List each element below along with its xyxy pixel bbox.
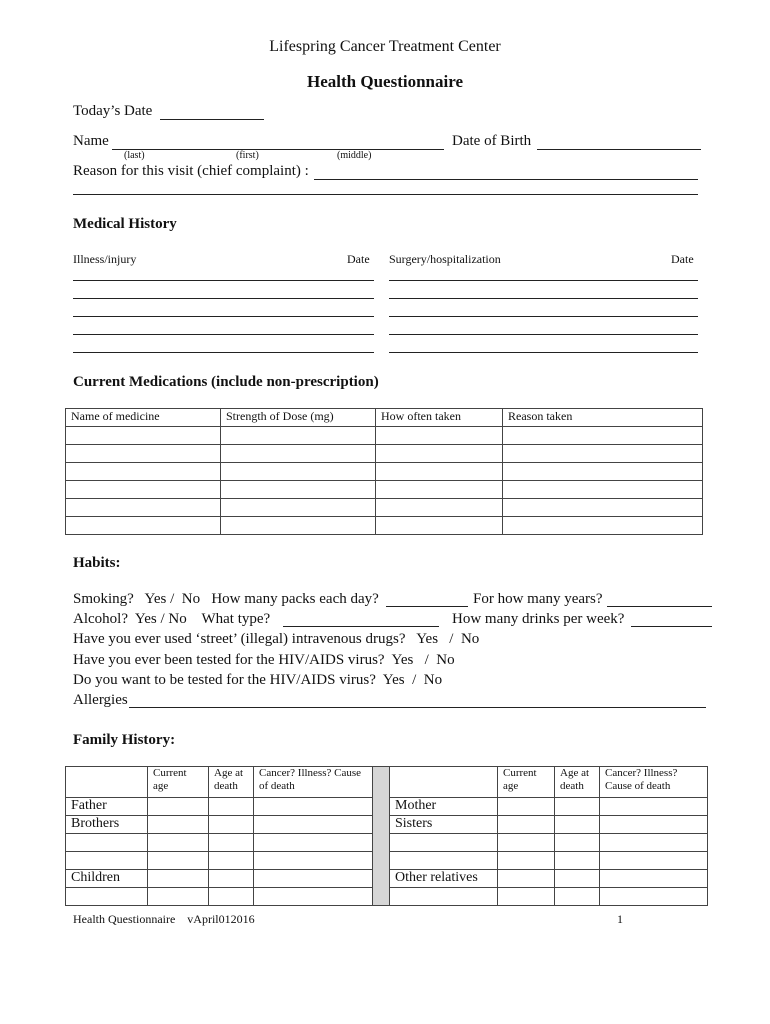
table-cell[interactable] (148, 798, 209, 816)
table-cell[interactable] (555, 834, 600, 852)
alcohol-question: Alcohol? Yes / No What type? (73, 611, 271, 627)
table-cell[interactable] (254, 870, 373, 888)
smoking-years-question: For how many years? (473, 591, 603, 607)
table-cell[interactable] (555, 798, 600, 816)
table-header-row (66, 409, 703, 427)
packs-per-day-field[interactable] (386, 606, 468, 607)
relative-label (390, 888, 498, 906)
col-current-age: Current age (148, 767, 209, 798)
table-cell[interactable] (209, 852, 254, 870)
surgery-date-label: Date (671, 252, 694, 266)
table-cell[interactable] (209, 798, 254, 816)
hiv-tested-question: Have you ever been tested for the HIV/AIDS virus? Yes / No (73, 652, 455, 668)
dob-label: Date of Birth (452, 133, 532, 149)
table-cell[interactable] (148, 834, 209, 852)
table-cell[interactable] (600, 852, 708, 870)
reason-field-line-1[interactable] (314, 179, 698, 180)
table-cell[interactable] (148, 870, 209, 888)
col-reason-taken: Reason taken (503, 409, 703, 427)
surgery-line[interactable] (389, 298, 698, 299)
col-name-of-medicine: Name of medicine (66, 409, 221, 427)
table-cell[interactable] (254, 798, 373, 816)
table-cell[interactable] (503, 481, 703, 499)
illness-line[interactable] (73, 334, 374, 335)
medications-table (65, 408, 703, 535)
medical-history-title: Medical History (73, 216, 177, 232)
smoking-years-field[interactable] (607, 606, 712, 607)
table-cell[interactable] (221, 517, 376, 535)
name-sub-middle: (middle) (337, 150, 372, 161)
col-age-at-death: Age at death (555, 767, 600, 798)
name-label: Name (73, 133, 109, 149)
table-cell[interactable] (555, 870, 600, 888)
table-cell[interactable] (66, 427, 221, 445)
table-cell[interactable] (148, 852, 209, 870)
surgery-label: Surgery/hospitalization (389, 252, 501, 266)
table-cell[interactable] (209, 870, 254, 888)
table-cell[interactable] (148, 888, 209, 906)
table-cell[interactable] (555, 888, 600, 906)
table-cell[interactable] (376, 463, 503, 481)
page-number: 1 (617, 912, 623, 926)
col-cancer-illness: Cancer? Illness? Cause of death (254, 767, 373, 798)
table-cell[interactable] (503, 499, 703, 517)
table-cell[interactable] (221, 499, 376, 517)
table-cell[interactable] (254, 888, 373, 906)
table-row (66, 463, 703, 481)
relative-label (66, 834, 148, 852)
relative-label (390, 852, 498, 870)
family-history-title: Family History: (73, 732, 176, 748)
family-history-table (65, 766, 708, 906)
relative-label (390, 834, 498, 852)
illness-label: Illness/injury (73, 252, 137, 266)
col-age-at-death: Age at death (209, 767, 254, 798)
table-cell[interactable] (600, 888, 708, 906)
table-cell[interactable] (498, 852, 555, 870)
hiv-want-question: Do you want to be tested for the HIV/AIDS virus? Yes / No (73, 672, 443, 688)
table-header-row (66, 767, 708, 798)
table-cell[interactable] (66, 445, 221, 463)
table-cell[interactable] (498, 816, 555, 834)
illness-line[interactable] (73, 316, 374, 317)
relative-label: Mother (390, 798, 498, 816)
table-cell[interactable] (221, 481, 376, 499)
relative-label: Children (66, 870, 148, 888)
table-cell[interactable] (254, 852, 373, 870)
table-cell[interactable] (209, 834, 254, 852)
allergies-label: Allergies (73, 692, 128, 708)
column-divider (373, 767, 390, 906)
table-cell[interactable] (555, 816, 600, 834)
table-cell[interactable] (376, 499, 503, 517)
name-sub-first: (first) (236, 150, 259, 161)
table-row (66, 517, 703, 535)
table-row (66, 427, 703, 445)
table-cell[interactable] (66, 517, 221, 535)
table-cell[interactable] (600, 798, 708, 816)
table-row (66, 481, 703, 499)
table-cell (66, 767, 148, 798)
table-cell[interactable] (221, 427, 376, 445)
table-cell[interactable] (600, 834, 708, 852)
table-cell[interactable] (221, 463, 376, 481)
table-cell[interactable] (376, 481, 503, 499)
table-cell[interactable] (503, 463, 703, 481)
illness-line[interactable] (73, 298, 374, 299)
relative-label: Other relatives (390, 870, 498, 888)
illness-date-label: Date (347, 252, 370, 266)
table-row (66, 499, 703, 517)
table-cell[interactable] (498, 888, 555, 906)
table-cell[interactable] (66, 463, 221, 481)
table-cell[interactable] (66, 499, 221, 517)
table-cell[interactable] (376, 427, 503, 445)
reason-field-line-2[interactable] (73, 194, 698, 195)
table-cell[interactable] (221, 445, 376, 463)
table-cell[interactable] (209, 888, 254, 906)
surgery-line[interactable] (389, 280, 698, 281)
form-title: Health Questionnaire (307, 72, 463, 91)
illness-line[interactable] (73, 352, 374, 353)
relative-label (66, 852, 148, 870)
todays-date-label: Today’s Date (73, 103, 153, 119)
table-cell[interactable] (503, 445, 703, 463)
dob-field[interactable] (537, 149, 701, 150)
col-current-age: Current age (498, 767, 555, 798)
table-cell[interactable] (376, 445, 503, 463)
relative-label (66, 888, 148, 906)
table-cell[interactable] (600, 870, 708, 888)
table-cell[interactable] (209, 816, 254, 834)
name-sub-last: (last) (124, 150, 145, 161)
table-cell[interactable] (148, 816, 209, 834)
allergies-field[interactable] (129, 707, 706, 708)
smoking-question: Smoking? Yes / No How many packs each day? (73, 591, 379, 607)
table-cell (390, 767, 498, 798)
table-cell[interactable] (254, 834, 373, 852)
drinks-per-week-question: How many drinks per week? (452, 611, 625, 627)
drinks-per-week-field[interactable] (631, 626, 712, 627)
medications-title: Current Medications (include non-prescription) (73, 374, 379, 390)
table-cell[interactable] (254, 816, 373, 834)
table-cell[interactable] (376, 517, 503, 535)
surgery-line[interactable] (389, 352, 698, 353)
drugs-question: Have you ever used ‘street’ (illegal) intravenous drugs? Yes / No (73, 631, 480, 647)
form-version: Health Questionnaire vApril012016 (73, 912, 255, 926)
col-how-often-taken: How often taken (376, 409, 503, 427)
table-cell[interactable] (503, 427, 703, 445)
table-cell[interactable] (66, 481, 221, 499)
table-cell[interactable] (555, 852, 600, 870)
name-field[interactable] (112, 149, 444, 150)
alcohol-type-field[interactable] (283, 626, 439, 627)
surgery-line[interactable] (389, 316, 698, 317)
col-strength-of-dose: Strength of Dose (mg) (221, 409, 376, 427)
habits-title: Habits: (73, 555, 121, 571)
table-cell[interactable] (498, 870, 555, 888)
surgery-line[interactable] (389, 334, 698, 335)
reason-label: Reason for this visit (chief complaint) : (73, 163, 309, 179)
center-name: Lifespring Cancer Treatment Center (269, 38, 501, 55)
col-cancer-illness: Cancer? Illness? Cause of death (600, 767, 708, 798)
table-row (66, 445, 703, 463)
table-cell[interactable] (498, 798, 555, 816)
illness-line[interactable] (73, 280, 374, 281)
table-cell[interactable] (503, 517, 703, 535)
todays-date-field[interactable] (160, 119, 264, 120)
relative-label: Sisters (390, 816, 498, 834)
table-cell[interactable] (600, 816, 708, 834)
table-cell[interactable] (498, 834, 555, 852)
relative-label: Father (66, 798, 148, 816)
relative-label: Brothers (66, 816, 148, 834)
